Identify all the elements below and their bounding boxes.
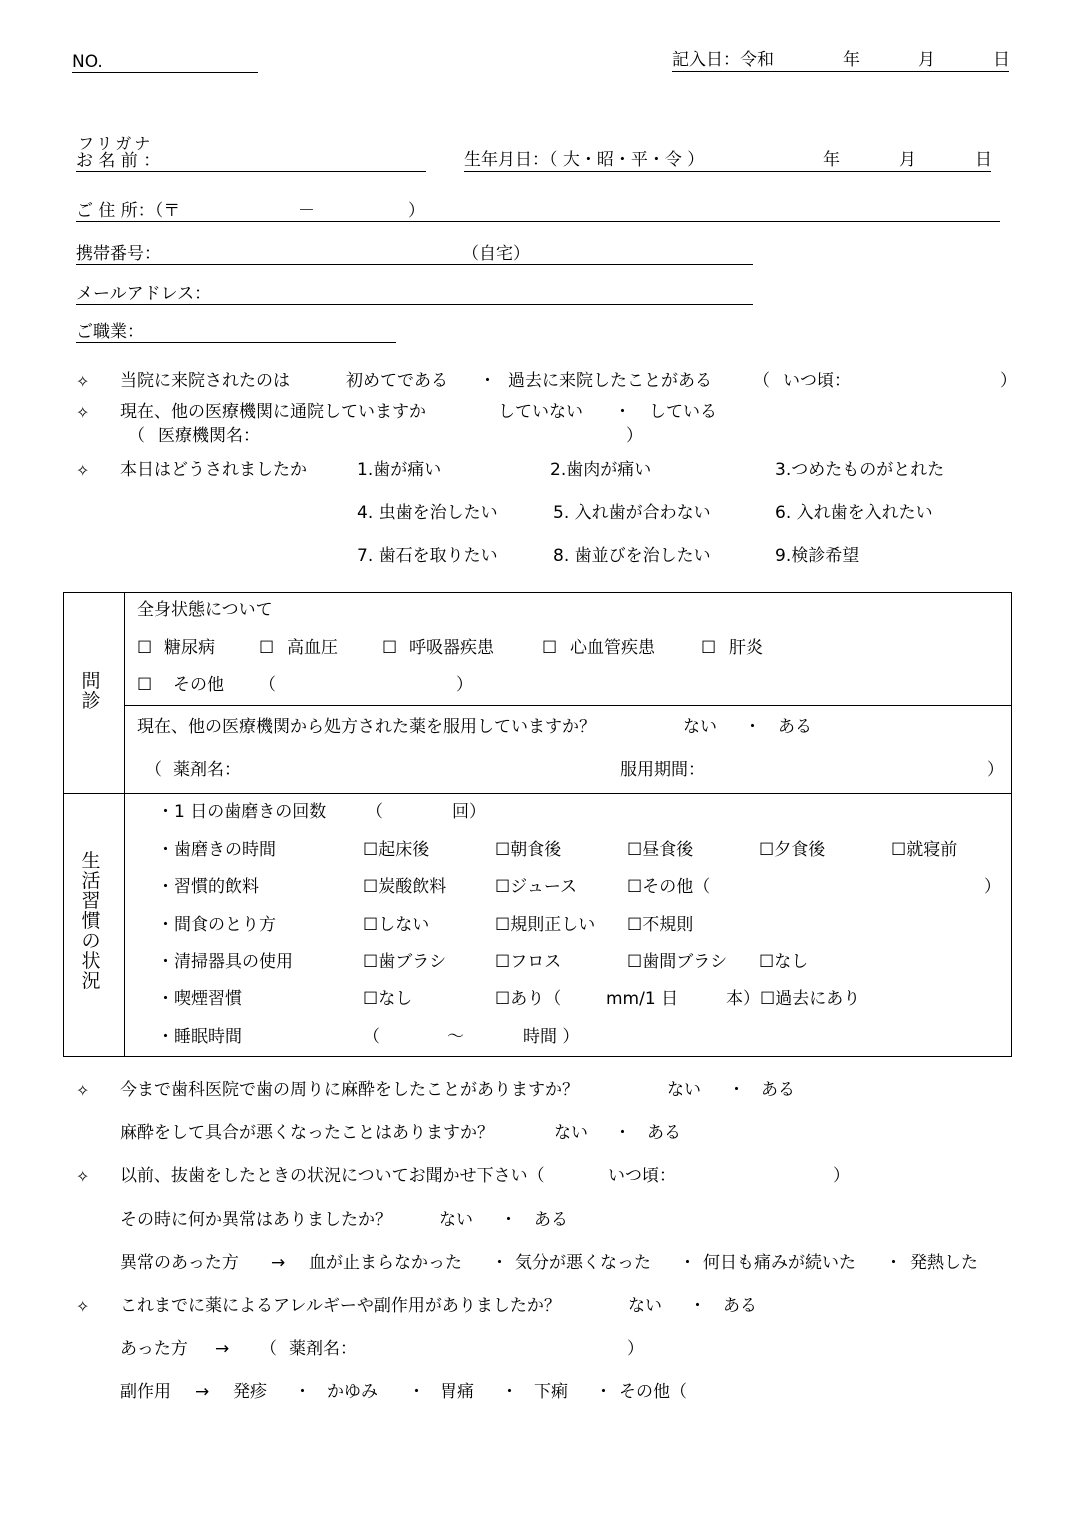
- q6b-open: （: [260, 1339, 277, 1359]
- job-label: ご職業：: [76, 322, 144, 342]
- date-label: 記入日：令和: [672, 50, 774, 70]
- name-field[interactable]: [76, 171, 426, 172]
- q2-inst-label: 医療機関名：: [158, 426, 260, 446]
- checkbox-icon[interactable]: ☐: [259, 638, 275, 658]
- drug-close: ）: [987, 760, 1004, 780]
- q3-text: 本日はどうされましたか: [120, 460, 307, 480]
- smoking-yes[interactable]: ☐あり（: [495, 989, 562, 1009]
- address-field[interactable]: [76, 221, 1000, 222]
- disease-other: その他: [173, 675, 224, 695]
- drug-open: （: [145, 760, 162, 780]
- q5b-text: その時に何か異常はありましたか？: [120, 1210, 392, 1230]
- q2-text: 現在、他の医療機関に通院していますか: [120, 402, 426, 422]
- general-heading: 全身状態について: [137, 600, 273, 620]
- disease-hypertension: 高血圧: [287, 638, 338, 658]
- q5b-no[interactable]: ない: [439, 1210, 473, 1230]
- q6-sep: ・: [689, 1296, 706, 1316]
- q2-opt-no[interactable]: していない: [498, 402, 583, 422]
- q4-text: 今まで歯科医院で歯の周りに麻酔をしたことがありますか？: [120, 1080, 579, 1100]
- medication-no[interactable]: ない: [683, 717, 717, 737]
- arrow-icon: →: [271, 1253, 286, 1273]
- checkbox-icon[interactable]: ☐: [542, 638, 558, 658]
- cleaning-interdental[interactable]: ☐歯間ブラシ: [627, 952, 728, 972]
- snack-label: ・間食のとり方: [157, 915, 276, 935]
- no-label: NO.: [72, 52, 103, 72]
- q6b-drug-label: 薬剤名：: [289, 1339, 357, 1359]
- checkbox-icon[interactable]: ☐: [701, 638, 717, 658]
- smoking-none[interactable]: ☐なし: [363, 989, 413, 1009]
- email-field[interactable]: [76, 304, 753, 305]
- date-day: 日: [993, 50, 1010, 70]
- brush-count-open: （: [366, 802, 383, 822]
- q2-inst-open: （: [128, 426, 145, 446]
- q3-option-toothache[interactable]: 1.歯が痛い: [357, 460, 442, 480]
- other-open: （: [259, 675, 276, 695]
- q3-option-denture-fit[interactable]: 5. 入れ歯が合わない: [553, 503, 711, 523]
- q5c-opt-nausea[interactable]: 気分が悪くなった: [515, 1253, 651, 1273]
- furigana-label: フリガナ: [78, 134, 154, 153]
- brush-count-label: ・1 日の歯磨きの回数: [157, 802, 327, 822]
- checkbox-icon[interactable]: ☐: [382, 638, 398, 658]
- q1-opt-past[interactable]: 過去に来院したことがある: [508, 371, 712, 391]
- address-dash: －: [298, 201, 315, 221]
- smoking-unit: mm/1 日: [606, 989, 679, 1009]
- diamond-icon: ✧: [76, 1167, 90, 1186]
- q3-option-alignment[interactable]: 8. 歯並びを治したい: [553, 546, 711, 566]
- snack-none[interactable]: ☐しない: [363, 915, 430, 935]
- brush-count-unit: 回）: [452, 802, 486, 822]
- q4-yes[interactable]: ある: [761, 1080, 795, 1100]
- mobile-label: 携帯番号：: [76, 244, 161, 264]
- q4-no[interactable]: ない: [667, 1080, 701, 1100]
- diamond-icon: ✧: [76, 372, 90, 391]
- job-field[interactable]: [76, 342, 396, 343]
- q1-when-label: いつ頃：: [783, 371, 851, 391]
- birth-label: 生年月日：（ 大・昭・平・令 ）: [464, 150, 705, 170]
- q4b-no[interactable]: ない: [554, 1123, 588, 1143]
- birth-day: 日: [975, 150, 992, 170]
- disease-cardiovascular: 心血管疾患: [570, 638, 655, 658]
- disease-respiratory: 呼吸器疾患: [409, 638, 494, 658]
- cleaning-none[interactable]: ☐なし: [759, 952, 809, 972]
- q6-no[interactable]: ない: [628, 1296, 662, 1316]
- diamond-icon: ✧: [76, 403, 90, 422]
- q3-option-cavity[interactable]: 4. 虫歯を治したい: [357, 503, 498, 523]
- monshin-label: 問 診: [81, 670, 101, 712]
- email-label: メールアドレス：: [76, 284, 212, 304]
- brush-time-label: ・歯磨きの時間: [157, 840, 276, 860]
- diamond-icon: ✧: [76, 461, 90, 480]
- q5c-opt-bleeding[interactable]: 血が止まらなかった: [309, 1253, 462, 1273]
- q5c-opt-fever[interactable]: 発熱した: [910, 1253, 978, 1273]
- drinks-other[interactable]: ☐その他（: [627, 877, 711, 897]
- drinks-soda[interactable]: ☐炭酸飲料: [363, 877, 447, 897]
- q6c-opt-rash[interactable]: 発疹: [233, 1382, 267, 1402]
- brush-time-wake[interactable]: ☐起床後: [363, 840, 430, 860]
- q3-option-tartar[interactable]: 7. 歯石を取りたい: [357, 546, 498, 566]
- other-close: ）: [456, 675, 473, 695]
- sleep-label: ・睡眠時間: [157, 1027, 242, 1047]
- q6-text: これまでに薬によるアレルギーや副作用がありましたか？: [120, 1296, 561, 1316]
- q1-when-open: （: [753, 371, 770, 391]
- q6c-opt-other[interactable]: その他（: [619, 1382, 687, 1402]
- q6c-sep: ・: [408, 1382, 425, 1402]
- table-divider: [63, 793, 1011, 794]
- q6c-sep: ・: [595, 1382, 612, 1402]
- drinks-close: ）: [984, 877, 1001, 897]
- q6b-close: ）: [627, 1339, 644, 1359]
- q6b-label: あった方: [120, 1339, 188, 1359]
- cleaning-toothbrush[interactable]: ☐歯ブラシ: [363, 952, 447, 972]
- disease-diabetes: 糖尿病: [164, 638, 215, 658]
- q3-option-filling-lost[interactable]: 3.つめたものがとれた: [775, 460, 945, 480]
- q5c-sep: ・: [885, 1253, 902, 1273]
- drinks-juice[interactable]: ☐ジュース: [495, 877, 578, 897]
- table-divider: [124, 592, 125, 1056]
- q2-sep: ・: [614, 402, 631, 422]
- disease-hepatitis: 肝炎: [729, 638, 763, 658]
- birth-field[interactable]: [464, 171, 991, 172]
- cleaning-label: ・清掃器具の使用: [157, 952, 293, 972]
- drug-name-label: 薬剤名：: [173, 760, 241, 780]
- q6c-opt-diarrhea[interactable]: 下痢: [534, 1382, 568, 1402]
- date-month: 月: [918, 50, 935, 70]
- brush-time-bed[interactable]: ☐就寝前: [891, 840, 958, 860]
- q4b-yes[interactable]: ある: [647, 1123, 681, 1143]
- brush-time-dinner[interactable]: ☐夕食後: [759, 840, 826, 860]
- medication-question: 現在、他の医療機関から処方された薬を服用していますか？: [137, 717, 596, 737]
- birth-year: 年: [823, 150, 840, 170]
- arrow-icon: →: [215, 1339, 230, 1359]
- q5b-yes[interactable]: ある: [534, 1210, 568, 1230]
- q6c-sep: ・: [501, 1382, 518, 1402]
- q5c-sep: ・: [491, 1253, 508, 1273]
- q5-when-label: いつ頃：: [608, 1166, 676, 1186]
- q6c-opt-itch[interactable]: かゆみ: [327, 1382, 378, 1402]
- q6c-opt-stomach[interactable]: 胃痛: [440, 1382, 474, 1402]
- q5b-sep: ・: [500, 1210, 517, 1230]
- table-divider: [124, 705, 1011, 706]
- q6c-label: 副作用: [120, 1382, 171, 1402]
- q5c-label: 異常のあった方: [120, 1253, 239, 1273]
- q1-text: 当院に来院されたのは: [120, 371, 290, 391]
- checkbox-icon[interactable]: ☐: [137, 638, 153, 658]
- name-label: お 名 前 ：: [76, 151, 161, 171]
- date-year: 年: [843, 50, 860, 70]
- no-field[interactable]: [72, 72, 258, 73]
- q6-yes[interactable]: ある: [723, 1296, 757, 1316]
- drinks-label: ・習慣的飲料: [157, 877, 259, 897]
- snack-irregular[interactable]: ☐不規則: [627, 915, 694, 935]
- checkbox-icon[interactable]: ☐: [137, 675, 153, 695]
- q5-text: 以前、抜歯をしたときの状況についてお聞かせ下さい（: [120, 1166, 545, 1186]
- phone-field[interactable]: [76, 264, 753, 265]
- q1-opt-first[interactable]: 初めてである: [346, 371, 448, 391]
- q1-sep: ・: [479, 371, 496, 391]
- lifestyle-label: 生 活 習 慣 の 状 況: [81, 850, 101, 992]
- q5c-sep: ・: [679, 1253, 696, 1273]
- medication-sep: ・: [744, 717, 761, 737]
- drug-period-label: 服用期間：: [620, 760, 705, 780]
- q1-close: ）: [1000, 371, 1017, 391]
- q2-close: ）: [626, 426, 643, 446]
- address-label: ご 住 所：（〒: [76, 201, 181, 221]
- q4b-text: 麻酔をして具合が悪くなったことはありますか？: [120, 1123, 494, 1143]
- arrow-icon: →: [195, 1382, 210, 1402]
- diamond-icon: ✧: [76, 1081, 90, 1100]
- q3-option-gum-pain[interactable]: 2.歯肉が痛い: [550, 460, 652, 480]
- sleep-unit: 時間 ）: [523, 1027, 580, 1047]
- medication-yes[interactable]: ある: [778, 717, 812, 737]
- q3-option-checkup[interactable]: 9.検診希望: [775, 546, 860, 566]
- q4-sep: ・: [728, 1080, 745, 1100]
- q5-close: ）: [833, 1166, 850, 1186]
- q6c-sep: ・: [294, 1382, 311, 1402]
- snack-regular[interactable]: ☐規則正しい: [495, 915, 596, 935]
- smoking-past[interactable]: 本）☐過去にあり: [726, 989, 861, 1009]
- cleaning-floss[interactable]: ☐フロス: [495, 952, 562, 972]
- address-close: ）: [408, 201, 425, 221]
- date-field[interactable]: [672, 71, 1009, 72]
- birth-month: 月: [899, 150, 916, 170]
- diamond-icon: ✧: [76, 1297, 90, 1316]
- home-label: （自宅）: [462, 244, 530, 264]
- sleep-open: （: [363, 1027, 380, 1047]
- smoking-label: ・喫煙習慣: [157, 989, 242, 1009]
- brush-time-breakfast[interactable]: ☐朝食後: [495, 840, 562, 860]
- q2-opt-yes[interactable]: している: [649, 402, 717, 422]
- q4b-sep: ・: [614, 1123, 631, 1143]
- q3-option-denture-new[interactable]: 6. 入れ歯を入れたい: [775, 503, 933, 523]
- sleep-tilde: ～: [447, 1027, 464, 1047]
- q5c-opt-pain[interactable]: 何日も痛みが続いた: [703, 1253, 856, 1273]
- brush-time-lunch[interactable]: ☐昼食後: [627, 840, 694, 860]
- questionnaire-table: [63, 592, 1012, 1057]
